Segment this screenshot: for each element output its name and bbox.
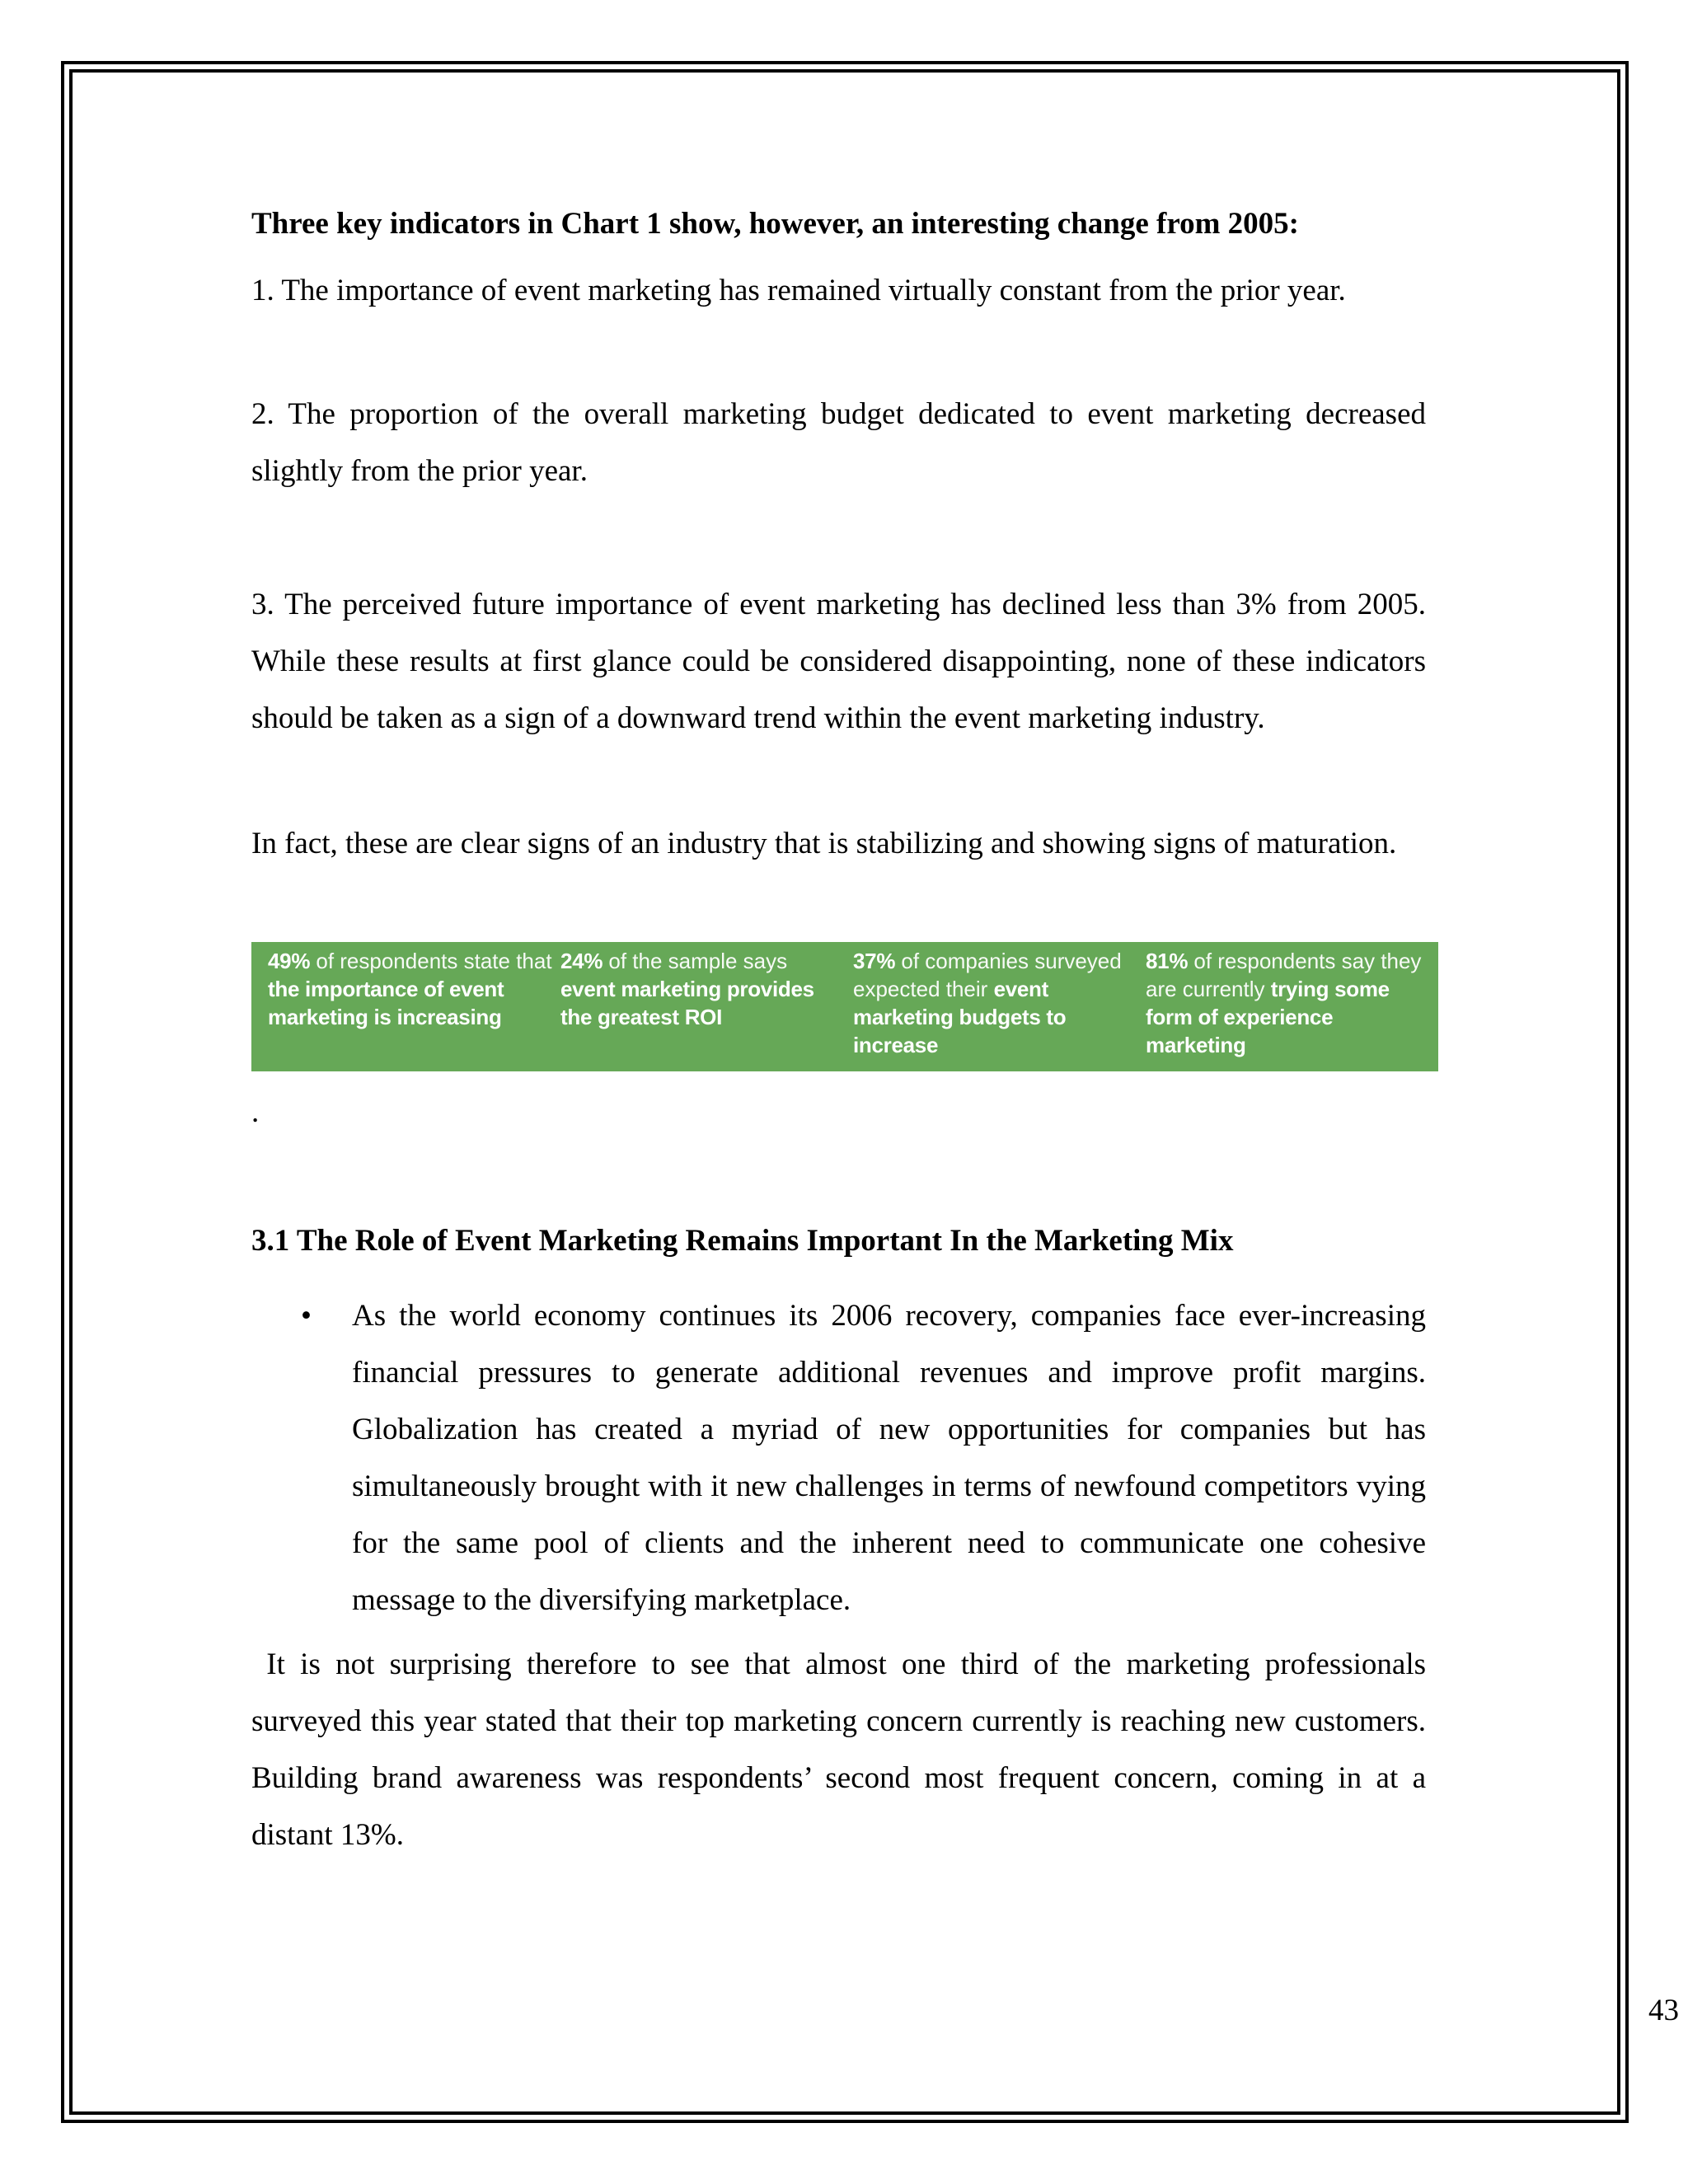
indicators-heading: Three key indicators in Chart 1 show, however, an interesting change from 2005:: [251, 207, 1300, 241]
indicator-point-1: 1. The importance of event marketing has remained virtually constant from the prior year.: [251, 274, 1346, 307]
stat-percent: 49%: [268, 949, 311, 973]
stat-percent: 24%: [560, 949, 603, 973]
stat-highlight: the importance of event marketing is increasing: [268, 977, 504, 1029]
stat-budgets-increase: [853, 947, 1146, 1071]
stat-experience-marketing: [1146, 947, 1438, 1071]
page-number: 43: [1648, 1994, 1679, 2027]
stat-text: of respondents say they are currently: [1146, 949, 1422, 1001]
stray-period: .: [251, 1095, 260, 1129]
stat-highlight: trying some form of experience marketing: [1146, 977, 1390, 1057]
indicator-point-3: 3. The perceived future importance of event marketing has declined less than 3% from 2005. While these results at first glance could be considered disappointing, none of these indicators should be taken as a sign of a downward trend within the event marketing industry.: [251, 588, 1426, 735]
indicator-point-2: 2. The proportion of the overall marketing budget dedicated to event marketing decreased slightly from the prior year.: [251, 397, 1426, 488]
section-heading: 3.1 The Role of Event Marketing Remains Important In the Marketing Mix: [251, 1224, 1234, 1258]
bullet-text: As the world economy continues its 2006 recovery, companies face ever-increasing financial pressures to generate additional revenues and improve profit margins. Globalization has created a myriad of new opportunities for companies but has simultaneously brought with it new challenges in terms of newfound competitors vying for the same pool of clients and the inherent need to communicate one cohesive message to the diversifying marketplace.: [352, 1299, 1426, 1617]
maturation-paragraph: In fact, these are clear signs of an industry that is stabilizing and showing signs of maturation.: [251, 827, 1397, 860]
concern-paragraph-text: It is not surprising therefore to see that almost one third of the marketing professionals surveyed this year stated that their top marketing concern currently is reaching new customers. Building brand awareness was respondents’ second most frequent concern, coming in at a distant 13%.: [251, 1647, 1427, 1852]
stats-banner: [251, 942, 1438, 1071]
stat-text: of the sample says: [603, 949, 788, 973]
bullet-icon: •: [301, 1299, 312, 1333]
stat-importance-increasing: [268, 947, 560, 1071]
stat-highlight: event marketing provides the greatest ROI: [560, 977, 814, 1029]
concern-paragraph: [251, 1636, 1426, 1863]
stat-text: of companies surveyed expected their: [853, 949, 1122, 1001]
stat-percent: 81%: [1146, 949, 1189, 973]
stat-greatest-roi: [560, 947, 853, 1071]
stat-text: of respondents state that: [310, 949, 552, 973]
stat-percent: 37%: [853, 949, 896, 973]
stat-highlight: event marketing budgets to increase: [853, 977, 1067, 1057]
